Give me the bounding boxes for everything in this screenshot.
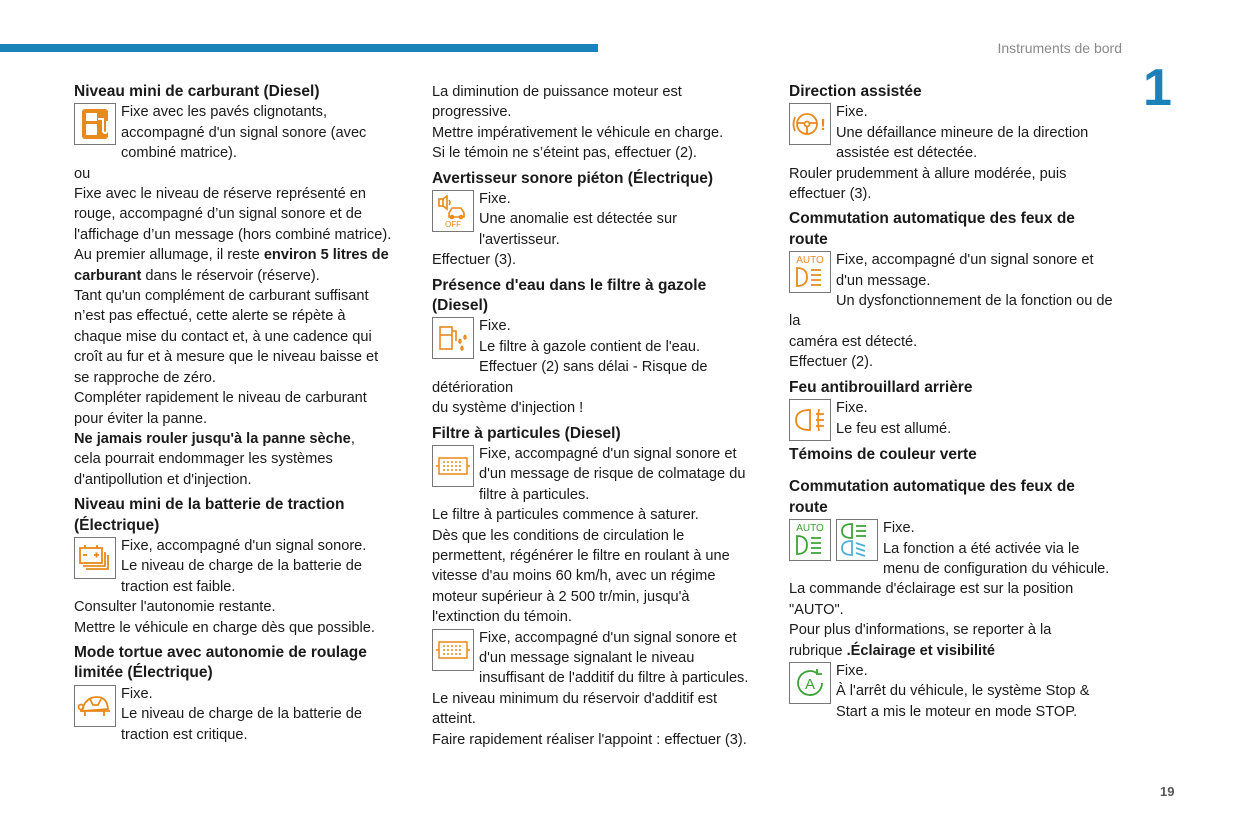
text-line: La fonction a été activée via le	[883, 540, 1080, 557]
text-line: moteur supérieur à 2 500 tr/min, jusqu'à	[432, 588, 690, 605]
heading-line: Niveau mini de la batterie de traction	[74, 496, 345, 514]
section-title: Instruments de bord	[997, 40, 1122, 56]
heading-line: Commutation automatique des feux de	[789, 210, 1075, 228]
text-line: ou	[74, 165, 91, 182]
water-in-fuel-heading	[432, 276, 772, 317]
text-line: Fixe.	[836, 104, 868, 121]
text-line: Fixe avec les pavés clignotants,	[121, 104, 328, 121]
auto-high-beam-active-heading	[789, 477, 1119, 518]
rear-fog-light-icon	[789, 399, 831, 441]
text-line: d'un message.	[836, 272, 931, 289]
bold-span: Ne jamais rouler jusqu'à la panne sèche	[74, 430, 351, 447]
text-line: Fixe.	[836, 662, 868, 679]
text-line: Mettre impérativement le véhicule en charge.	[432, 124, 724, 141]
text-line: Compléter rapidement le niveau de carburant	[74, 390, 367, 407]
power-steering-heading: Direction assistée	[789, 83, 922, 100]
text-line: Fixe, accompagné d'un signal sonore et	[479, 445, 737, 462]
text-line: effectuer (3).	[789, 186, 872, 203]
text-line: Fixe avec le niveau de réserve représenté en	[74, 186, 367, 203]
auto-high-beam-green-icon	[789, 519, 831, 561]
high-low-beam-icon	[836, 519, 878, 561]
text-line	[74, 429, 414, 449]
turtle-heading	[74, 643, 414, 684]
particle-filter-additive-icon	[432, 629, 474, 671]
heading-line: (Électrique)	[74, 516, 160, 534]
heading-line: (Diesel)	[432, 297, 488, 315]
text-line: Fixe, accompagné d'un signal sonore.	[121, 537, 367, 554]
traction-battery-icon	[74, 537, 116, 579]
text-line: du système d'injection !	[432, 400, 584, 417]
text-line: filtre à particules.	[479, 486, 590, 503]
particle-filter-icon	[432, 445, 474, 487]
fuel-pump-icon	[74, 103, 116, 145]
green-lights-heading: Témoins de couleur verte	[789, 445, 977, 463]
heading-line: limitée (Électrique)	[74, 664, 213, 682]
text-line: Une défaillance mineure de la direction	[836, 124, 1089, 141]
auto-high-beam-icon	[789, 251, 831, 293]
pedestrian-horn-off-icon	[432, 190, 474, 232]
text-line: Le feu est allumé.	[836, 420, 952, 437]
text-line: Le niveau de charge de la batterie de	[121, 706, 362, 723]
text-line: La diminution de puissance moteur est	[432, 84, 682, 100]
text-line: Si le témoin ne s’éteint pas, effectuer (2).	[432, 145, 697, 162]
turtle-icon	[74, 685, 116, 727]
chapter-number: 1	[1143, 59, 1172, 117]
text-line: l'avertisseur.	[479, 231, 560, 248]
text-line: se rapproche de zéro.	[74, 369, 216, 386]
svg-text:A: A	[804, 675, 816, 693]
particle-filter-heading: Filtre à particules (Diesel)	[432, 424, 621, 442]
text-line	[74, 266, 414, 286]
stop-start-icon	[789, 662, 831, 704]
svg-text:!: !	[820, 117, 826, 135]
auto-high-beam-fault-heading	[789, 209, 1119, 250]
text-line: Fixe.	[121, 685, 153, 702]
text-line: Une anomalie est détectée sur	[479, 211, 677, 228]
text-line: l'extinction du témoin.	[432, 609, 572, 626]
heading-line: route	[789, 498, 828, 516]
cross-reference-link[interactable]: .Éclairage et visibilité	[846, 642, 996, 659]
fuel-heading: Niveau mini de carburant (Diesel)	[74, 83, 320, 100]
text-span: Au premier allumage, il reste	[74, 247, 264, 264]
rear-fog-heading: Feu antibrouillard arrière	[789, 378, 973, 396]
text-line: Fixe.	[883, 520, 915, 537]
text-line: Faire rapidement réaliser l'appoint : effectuer (3).	[432, 731, 747, 748]
auto-label: AUTO	[796, 523, 824, 535]
column-3	[789, 82, 1119, 722]
text-line: Effectuer (2).	[789, 354, 874, 371]
text-line: cela pourrait endommager les systèmes	[74, 451, 333, 468]
page-number: 19	[1160, 784, 1175, 799]
text-line: d'un message signalant le niveau	[479, 649, 695, 666]
heading-line: Mode tortue avec autonomie de roulage	[74, 643, 367, 661]
text-line: Fixe.	[836, 400, 868, 417]
text-line: "AUTO".	[789, 601, 844, 618]
text-line: Dès que les conditions de circulation le	[432, 527, 685, 544]
text-line: Rouler prudemment à allure modérée, puis	[789, 165, 1067, 182]
text-line: menu de configuration du véhicule.	[883, 560, 1110, 577]
bold-span: environ 5 litres de	[263, 247, 389, 264]
text-line: n’est pas effectué, cette alerte se répète à	[74, 308, 346, 325]
text-line: Mettre le véhicule en charge dès que possible.	[74, 619, 375, 636]
power-steering-icon	[789, 103, 831, 145]
text-line: combiné matrice).	[121, 145, 237, 162]
text-line: Le filtre à particules commence à saturer.	[432, 507, 699, 524]
auto-label: AUTO	[796, 255, 824, 267]
text-line: À l'arrêt du véhicule, le système Stop &	[836, 683, 1090, 700]
column-1	[74, 82, 414, 745]
text-line: Le filtre à gazole contient de l'eau.	[479, 338, 701, 355]
text-line: vitesse d'au moins 60 km/h, avec un régime	[432, 568, 716, 585]
text-line: Fixe.	[479, 318, 511, 335]
text-line: Fixe, accompagné d'un signal sonore et	[836, 252, 1094, 269]
text-line: insuffisant de l'additif du filtre à particules.	[479, 670, 749, 687]
bold-span: carburant	[74, 267, 142, 284]
text-line: Pour plus d'informations, se reporter à la	[789, 622, 1052, 639]
text-span: rubrique	[789, 642, 847, 659]
green-icons-group	[789, 518, 878, 561]
text-line: Le niveau minimum du réservoir d'additif est	[432, 690, 718, 707]
text-line: Fixe.	[479, 191, 511, 208]
text-line: l'affichage d’un message (hors combiné matrice).	[74, 226, 392, 243]
text-line: Le niveau de charge de la batterie de	[121, 558, 362, 575]
text-line	[74, 245, 414, 265]
header-accent-bar	[0, 44, 598, 52]
battery-heading	[74, 495, 414, 536]
text-line: Tant qu'un complément de carburant suffisant	[74, 288, 369, 305]
text-span: dans le réservoir (réserve).	[141, 267, 320, 284]
text-line: Effectuer (3).	[432, 252, 517, 269]
text-line: croît au fur et à mesure que le niveau baisse et	[74, 349, 379, 366]
text-line: Start a mis le moteur en mode STOP.	[836, 703, 1078, 720]
text-line: caméra est détecté.	[789, 333, 918, 350]
text-line: Effectuer (2) sans délai - Risque de détérioration	[432, 359, 708, 396]
text-line: pour éviter la panne.	[74, 410, 208, 427]
text-line	[789, 641, 1119, 661]
text-line: d'un message de risque de colmatage du	[479, 466, 746, 483]
water-in-fuel-icon	[432, 317, 474, 359]
text-line: d'antipollution et d'injection.	[74, 471, 252, 488]
column-2	[432, 82, 772, 750]
heading-line: Présence d'eau dans le filtre à gazole	[432, 276, 707, 294]
svg-text:OFF: OFF	[445, 220, 461, 230]
text-line: Un dysfonctionnement de la fonction ou de la	[789, 293, 1113, 330]
text-line: traction est critique.	[121, 726, 248, 743]
heading-line: route	[789, 230, 828, 248]
text-span: ,	[350, 430, 355, 447]
text-line: assistée est détectée.	[836, 145, 978, 162]
text-line: Consulter l'autonomie restante.	[74, 599, 276, 616]
text-line: atteint.	[432, 711, 476, 728]
heading-line: Commutation automatique des feux de	[789, 478, 1075, 496]
text-line: La commande d'éclairage est sur la position	[789, 581, 1074, 598]
text-line: traction est faible.	[121, 578, 236, 595]
text-line: accompagné d'un signal sonore (avec	[121, 124, 367, 141]
text-line: rouge, accompagné d’un signal sonore et de	[74, 206, 363, 223]
text-line: Fixe, accompagné d'un signal sonore et	[479, 629, 737, 646]
text-line: chaque mise du contact et, à une cadence qui	[74, 328, 372, 345]
pedestrian-horn-heading: Avertisseur sonore piéton (Électrique)	[432, 169, 714, 187]
text-line: permettent, régénérer le filtre en roulant à une	[432, 547, 730, 564]
text-line: progressive.	[432, 104, 512, 121]
